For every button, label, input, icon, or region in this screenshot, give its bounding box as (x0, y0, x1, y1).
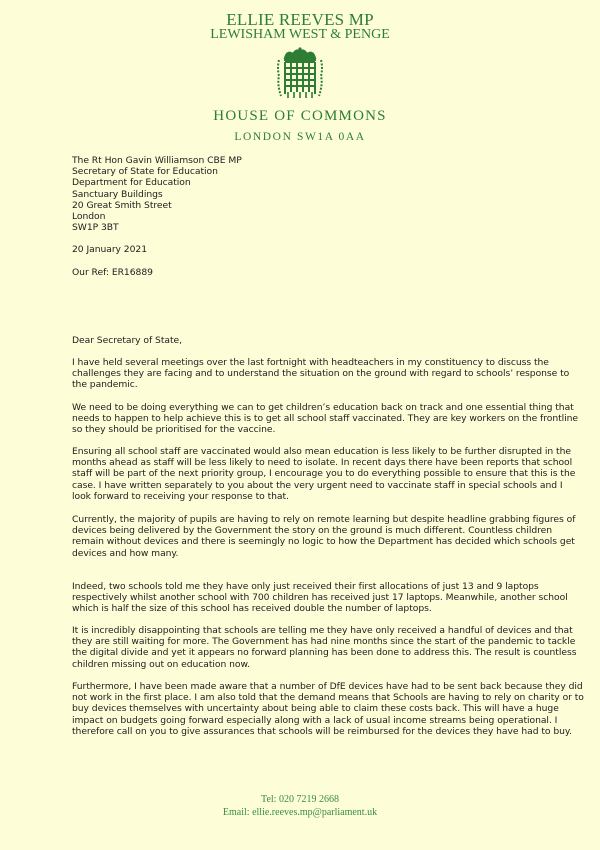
mp-name: ELLIE REEVES MP (226, 10, 374, 29)
recipient-line: SW1P 3BT (72, 222, 119, 234)
body-paragraph: I have held several meetings over the last fortnight with headteachers in my constituency to discuss the challenges they are facing and to understand the situation on the ground with regard to schools’ response to the pandemic. (72, 357, 570, 391)
footer-email: Email: ellie.reeves.mp@parliament.uk (222, 807, 378, 818)
recipient-address (72, 155, 592, 233)
letter-date: 20 January 2021 (72, 244, 147, 255)
recipient-line: Department for Education (72, 177, 191, 189)
recipient-line: The Rt Hon Gavin Williamson CBE MP (72, 155, 242, 166)
body-paragraph: We need to be doing everything we can to get children’s education back on track and one essential thing that needs to happen to help achieve this is to get all school staff vaccinated. They are key workers on the frontline so they should be prioritised for the vaccine. (72, 402, 579, 436)
institution-name: HOUSE OF COMMONS (213, 108, 387, 124)
body-paragraph: It is incredibly disappointing that schools are telling me they have only received a handful of devices and that they are still waiting for more. The Government has had nine months since the start of the pandemic to tackle the digital divide and yet it appears no forward planning has been done to address this. The result is countless children missing out on education now. (72, 625, 577, 670)
body-paragraph: Currently, the majority of pupils are having to rely on remote learning but despite headline grabbing figures of devices being delivered by the Government the story on the ground is much different. Countless children remain without devices and there is seemingly no logic to how the Department has decided which schools get devices and how many. (72, 514, 576, 559)
letterhead-address: LONDON SW1A 0AA (234, 131, 366, 143)
body-paragraph: Furthermore, I have been made aware that a number of DfE devices have had to be sent back because they did not work in the first place. I am also told that the demand means that Schools are having to rely on charity or to buy devices themselves with uncertainty about being able to claim these costs back. This will have a huge impact on budgets going forward especially along with a lack of usual income streams being operational. I therefore call on you to give assurances that schools will be reimbursed for the devices they have had to buy. (72, 681, 584, 737)
recipient-line: Sanctuary Buildings (72, 188, 163, 200)
body-paragraph: Indeed, two schools told me they have only just received their first allocations of just 13 and 9 laptops respectively whilst another school with 700 children has received just 17 laptops. Meanwhile, another school which is half the size of this school has received double the number of laptops. (72, 581, 568, 615)
constituency: LEWISHAM WEST & PENGE (210, 27, 390, 42)
reference-number: Our Ref: ER16889 (72, 267, 153, 278)
portcullis-icon (271, 46, 329, 102)
footer-telephone: Tel: 020 7219 2668 (261, 794, 339, 805)
recipient-line: Secretary of State for Education (72, 166, 218, 178)
recipient-line: 20 Great Smith Street (72, 199, 172, 211)
recipient-line: London (72, 210, 106, 222)
body-paragraph: Ensuring all school staff are vaccinated would also mean education is less likely to be further disrupted in the months ahead as staff will be less likely to need to isolate. In recent days there have been reports that school staff will be part of the next priority group, I encourage you to do everything possible to ensure that this is the case. I have written separately to you about the very urgent need to vaccinate staff in special schools and I look forward to receiving your response to that. (72, 446, 576, 502)
salutation: Dear Secretary of State, (72, 335, 183, 346)
